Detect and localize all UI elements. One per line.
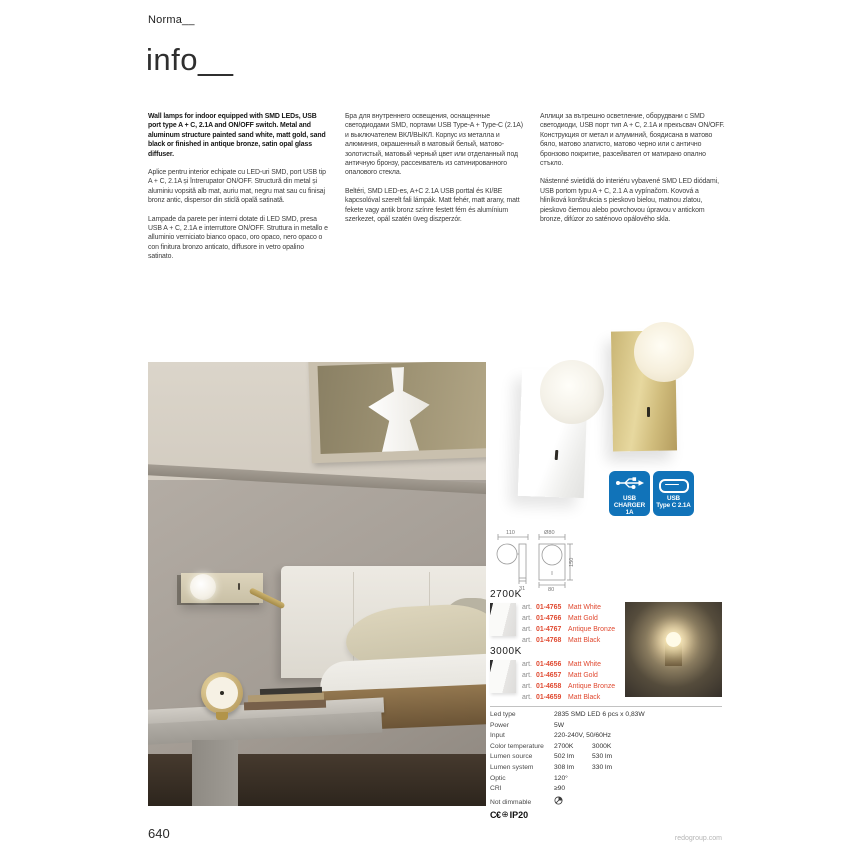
dim-height-label: 150 bbox=[569, 557, 575, 567]
art-label: art. bbox=[522, 694, 532, 701]
spec-row bbox=[490, 775, 722, 786]
dim-diameter-label: Ø80 bbox=[544, 530, 555, 536]
art-label: art. bbox=[522, 672, 532, 679]
spec-label: Lumen source bbox=[490, 753, 533, 761]
article-code: 01-4768 bbox=[536, 637, 562, 644]
article-code: 01-4656 bbox=[536, 661, 562, 668]
spec-row bbox=[490, 753, 722, 764]
photo-wall-niche bbox=[308, 362, 486, 463]
spec-value: 308 lm bbox=[554, 763, 575, 771]
description-en: Wall lamps for indoor equipped with SMD LEDs, USB port type A + C, 2.1A and ON/OFF switch. Metal and aluminum structure painted sand white, matt gold, sand black or finished in antique bronze, satin opal glass diffuser. bbox=[148, 113, 326, 158]
spec-label: Input bbox=[490, 732, 505, 740]
spec-value: ≥90 bbox=[554, 785, 566, 793]
art-label: art. bbox=[522, 661, 532, 668]
description-column-2 bbox=[345, 112, 525, 233]
article-finish: Matt White bbox=[568, 604, 601, 611]
series-title: Norma__ bbox=[148, 14, 195, 26]
product-photo-matt-gold-glass bbox=[634, 322, 694, 382]
article-finish: Matt Gold bbox=[568, 672, 598, 679]
lit-lamp-night-photo bbox=[625, 602, 722, 697]
night-lamp-glow bbox=[666, 632, 681, 647]
spec-value: 5W bbox=[554, 721, 565, 729]
spec-value: 530 lm bbox=[592, 753, 613, 761]
description-column-1 bbox=[148, 112, 328, 270]
spec-label: Lumen system bbox=[490, 763, 534, 771]
section-2700k-title: 2700K bbox=[490, 589, 522, 600]
article-finish: Antique Bronze bbox=[568, 683, 616, 690]
dim-depth-label: 31 bbox=[519, 586, 526, 591]
spec-row bbox=[490, 722, 722, 733]
art-label: art. bbox=[522, 637, 532, 644]
spec-row bbox=[490, 743, 722, 754]
spec-table bbox=[490, 706, 722, 820]
article-code: 01-4766 bbox=[536, 615, 562, 622]
photo-clock-base bbox=[216, 712, 228, 720]
spec-label: Led type bbox=[490, 711, 516, 718]
usb-charger-label-3: 1A bbox=[625, 509, 634, 517]
spec-row bbox=[490, 711, 722, 722]
art-label: art. bbox=[522, 626, 532, 633]
article-code: 01-4767 bbox=[536, 626, 562, 633]
section-3000k-title: 3000K bbox=[490, 646, 522, 657]
photo-niche-interior bbox=[318, 362, 486, 454]
usb-type-c-badge bbox=[653, 471, 694, 516]
spec-label: Power bbox=[490, 721, 509, 729]
article-finish: Matt Black bbox=[568, 637, 601, 644]
usb-type-c-label-2: Type C 2.1A bbox=[656, 502, 691, 510]
ip-rating: IP20 bbox=[509, 809, 529, 820]
page-number: 640 bbox=[148, 826, 170, 841]
photo-wall-lamp-switch bbox=[238, 583, 240, 590]
photo-white-vase bbox=[366, 366, 433, 454]
certifications bbox=[490, 809, 722, 820]
art-label: art. bbox=[522, 615, 532, 622]
article-finish: Antique Bronze bbox=[568, 626, 616, 633]
spec-row bbox=[490, 796, 722, 807]
spec-label: CRI bbox=[490, 785, 502, 793]
spec-value: 3000K bbox=[592, 742, 612, 750]
dim-width-label: 110 bbox=[506, 530, 515, 536]
usb-type-c-label-1: USB bbox=[667, 495, 680, 502]
spec-value: 2700K bbox=[554, 742, 574, 750]
photo-wall-lamp-glass bbox=[190, 574, 216, 600]
ce-mark: C€ bbox=[490, 809, 501, 820]
article-code: 01-4657 bbox=[536, 672, 562, 679]
description-ro: Aplice pentru interior echipate cu LED-uri SMD, port USB tip A + C, 2.1A și întrerupator ON/OFF. Structură din metal și aluminiu vopsită alb mat, auriu mat, negru mat sau cu finisaj bronz antic, dispersor din sticlă opală satinată. bbox=[148, 168, 326, 205]
description-column-3 bbox=[540, 112, 726, 233]
section-3000k-thumbnail bbox=[490, 660, 516, 693]
description-bg: Аплици за вътрешно осветление, оборудвани с SMD светодиоди, USB порт тип A + C, 2.1A и прекъсвач ON/OFF. Конструкция от метал и алуминий, боядисана в матово бяло, матово златисто, матово черно или с антично бронзово покритие, разсейвател от матирано опално стъкло. bbox=[540, 113, 725, 167]
not-dimmable-icon bbox=[554, 796, 563, 806]
spec-row bbox=[490, 732, 722, 743]
website-link[interactable]: redogroup.com bbox=[674, 835, 722, 842]
article-code: 01-4765 bbox=[536, 604, 562, 611]
spec-label: Optic bbox=[490, 774, 506, 782]
description-it: Lampade da parete per interni dotate di LED SMD, presa USB A + C, 2.1A e interruttore ON/OFF. Struttura in metallo e alluminio verniciato bianco opaco, oro opaco, nero opaco o con finitura bronzo anticato, diffusore in vetro opalino satinato. bbox=[148, 215, 328, 261]
dim-body-width-label: 80 bbox=[548, 587, 555, 591]
spec-row bbox=[490, 764, 722, 775]
photo-nightstand-leg bbox=[192, 740, 238, 806]
certification-icon: ⊕ bbox=[501, 809, 509, 820]
usb-c-connector-icon bbox=[659, 479, 689, 493]
description-sk: Nástenné svietidlá do interiéru vybavené SMD LED diódami, USB portom typu A + C, 2.1 A a vypínačom. Kovová a hliníková konštrukcia s pieskovo bielou, matnou zlatou, pieskovo čiernou alebo povrchovou úpravou v antickom bronze, difúzor zo saténovo opálového skla. bbox=[540, 178, 719, 223]
article-finish: Matt Black bbox=[568, 694, 601, 701]
art-label: art. bbox=[522, 604, 532, 611]
article-code: 01-4658 bbox=[536, 683, 562, 690]
product-photo-matt-gold-switch bbox=[647, 407, 650, 417]
art-label: art. bbox=[522, 683, 532, 690]
photo-alarm-clock bbox=[201, 672, 243, 714]
description-ru: Бра для внутреннего освещения, оснащенные светодиодами SMD, портами USB Type-A + Type-C (2.1A) и выключателем ВКЛ/ВЫКЛ. Корпус из металла и алюминия, окрашенный в матовый белый, матово-золотистый, матовый черный цвет или отделанный под античную бронзу, рассеиватель из сатинированного опалового стекла. bbox=[345, 113, 523, 177]
product-photo-matt-white-glass bbox=[540, 360, 604, 424]
spec-label: Color temperature bbox=[490, 742, 544, 750]
spec-value: 120° bbox=[554, 774, 568, 782]
spec-label: Not dimmable bbox=[490, 798, 532, 806]
spec-value: 330 lm bbox=[592, 763, 613, 771]
article-finish: Matt Gold bbox=[568, 615, 598, 622]
spec-value: 502 lm bbox=[554, 753, 575, 761]
usb-charger-label-2: CHARGER bbox=[613, 502, 646, 510]
dimension-drawing bbox=[492, 527, 602, 591]
article-code: 01-4659 bbox=[536, 694, 562, 701]
article-finish: Matt White bbox=[568, 661, 601, 668]
usb-charger-badge bbox=[609, 471, 650, 516]
description-hu: Beltéri, SMD LED-es, A+C 2.1A USB porttal és KI/BE kapcsolóval szerelt fali lámpák. Matt fehér, matt arany, matt fekete vagy antik bronz színre festett fém és alumínium szerkezet, opál szatén üveg diszperzór. bbox=[345, 187, 520, 223]
usb-trident-icon bbox=[615, 476, 645, 490]
spec-row bbox=[490, 785, 722, 796]
page-title: info__ bbox=[146, 42, 234, 77]
spec-value: 2835 SMD LED 6 pcs x 0,83W bbox=[554, 711, 645, 718]
ambient-bedroom-photo bbox=[148, 362, 486, 806]
usb-charger-label-1: USB bbox=[623, 495, 636, 502]
section-2700k-thumbnail bbox=[490, 603, 516, 636]
photo-clock-center bbox=[220, 691, 224, 695]
spec-value: 220-240V, 50/60Hz bbox=[554, 732, 612, 740]
